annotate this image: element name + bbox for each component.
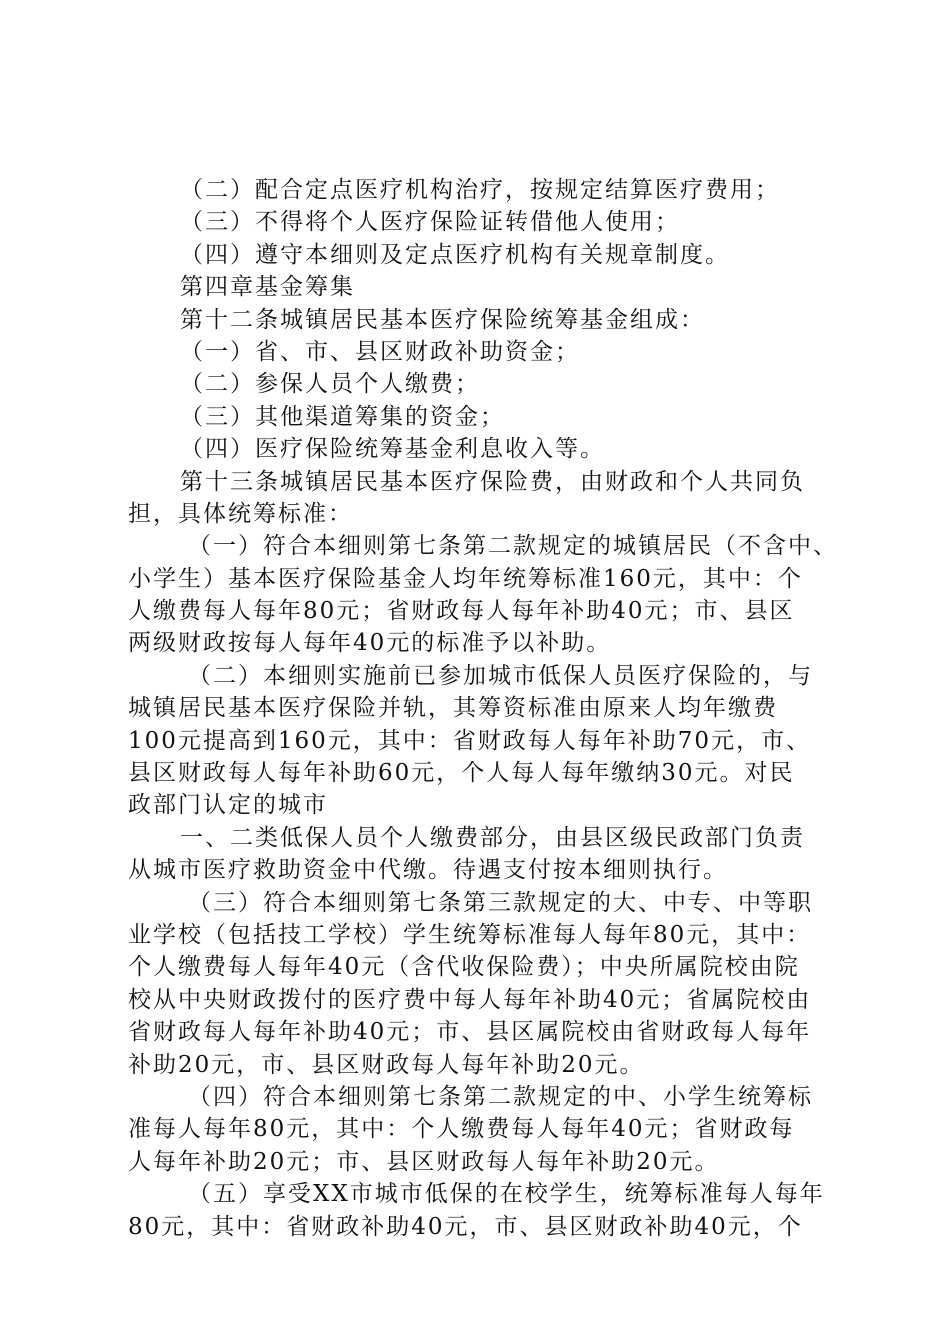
text-line: 县区财政每人每年补助60元，个人每人每年缴纳30元。对民 <box>128 760 795 787</box>
text-line: 省财政每人每年补助40元；市、县区属院校由省财政每人每年 <box>128 1019 812 1046</box>
text-line: 第十三条城镇居民基本医疗保险费，由财政和个人共同负 <box>180 468 805 495</box>
text-line: （四）符合本细则第七条第二款规定的中、小学生统筹标 <box>188 1083 813 1110</box>
document-body <box>128 174 840 1243</box>
text-line: 政部门认定的城市 <box>128 792 328 819</box>
text-line: 个人缴费每人每年40元（含代收保险费）；中央所属院校由院 <box>128 954 800 981</box>
text-line: 人每年补助20元；市、县区财政每人每年补助20元。 <box>128 1148 720 1175</box>
text-line: 两级财政按每人每年40元的标准予以补助。 <box>128 630 612 657</box>
text-line: （一）省、市、县区财政补助资金； <box>180 338 580 365</box>
chapter-heading: 第四章基金筹集 <box>180 274 355 301</box>
text-line: （四）遵守本细则及定点医疗机构有关规章制度。 <box>180 241 730 268</box>
text-line: （三）不得将个人医疗保险证转借他人使用； <box>180 209 680 236</box>
text-line: 校从中央财政拨付的医疗费中每人每年补助40元；省属院校由 <box>128 986 812 1013</box>
text-line: 第十二条城镇居民基本医疗保险统筹基金组成： <box>180 306 705 333</box>
text-line: 小学生）基本医疗保险基金人均年统筹标准160元，其中：个 <box>128 565 803 592</box>
text-line: 80元，其中：省财政补助40元，市、县区财政补助40元，个 <box>128 1213 803 1240</box>
text-line: 城镇居民基本医疗保险并轨，其筹资标准由原来人均年缴费 <box>128 695 778 722</box>
text-line: 从城市医疗救助资金中代缴。待遇支付按本细则执行。 <box>128 857 728 884</box>
text-line: （三）符合本细则第七条第三款规定的大、中专、中等职 <box>188 889 813 916</box>
text-line: （二）参保人员个人缴费； <box>180 371 480 398</box>
text-line: 补助20元，市、县区财政每人每年补助20元。 <box>128 1051 645 1078</box>
text-line: （四）医疗保险统筹基金利息收入等。 <box>180 436 605 463</box>
text-line: 人缴费每人每年80元；省财政每人每年补助40元；市、县区 <box>128 598 795 625</box>
text-line: （二）本细则实施前已参加城市低保人员医疗保险的，与 <box>188 662 813 689</box>
text-line: 一、二类低保人员个人缴费部分，由县区级民政部门负责 <box>180 824 805 851</box>
text-line: （二）配合定点医疗机构治疗，按规定结算医疗费用； <box>180 177 780 203</box>
text-line: （三）其他渠道筹集的资金； <box>180 403 505 430</box>
text-line: 担，具体统筹标准： <box>128 500 353 527</box>
text-line: 准每人每年80元，其中：个人缴费每人每年40元；省财政每 <box>128 1116 795 1143</box>
text-line: 100元提高到160元，其中：省财政每人每年补助70元，市、 <box>128 727 812 754</box>
text-line: 业学校（包括技工学校）学生统筹标准每人每年80元，其中： <box>128 921 812 948</box>
text-line: （五）享受XX市城市低保的在校学生，统筹标准每人每年 <box>188 1181 825 1208</box>
text-line: （一）符合本细则第七条第二款规定的城镇居民（不含中、 <box>188 533 838 560</box>
